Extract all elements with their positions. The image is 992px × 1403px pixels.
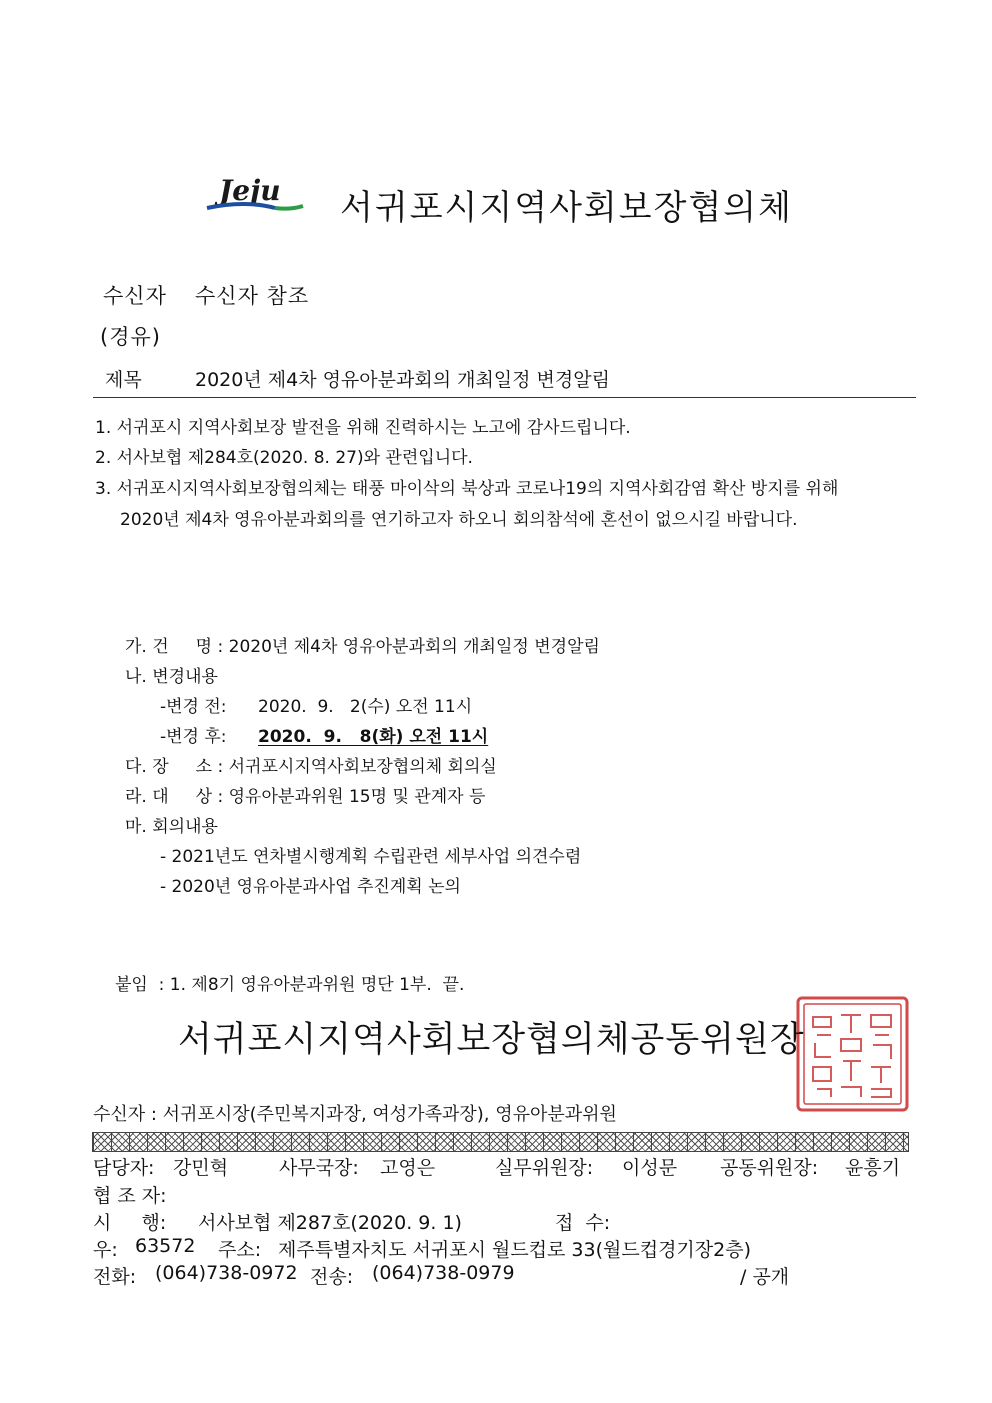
- detail-item-change: 나. 변경내용: [125, 667, 218, 687]
- staff-secretary-name: 고영은: [380, 1157, 436, 1179]
- attachment-line: 붙임 : 1. 제8기 영유아분과위원 명단 1부. 끝.: [115, 975, 465, 995]
- enforcement-label: 시 행:: [93, 1212, 167, 1234]
- enforcement-value: 서사보협 제287호(2020. 9. 1): [198, 1212, 462, 1234]
- subject-label: 제목: [105, 369, 142, 391]
- fax-label: 전송:: [310, 1266, 354, 1288]
- divider-pattern-cells: [93, 1133, 908, 1151]
- phone-value: (064)738-0972: [155, 1262, 298, 1284]
- sender-title: 서귀포시지역사회보장협의체공동위원장: [178, 1020, 805, 1060]
- paragraph-3-continued: 2020년 제4차 영유아분과회의를 연기하고자 하오니 회의참석에 혼선이 없으시길 바랍니다.: [120, 510, 798, 530]
- change-before-value: 2020. 9. 2(수) 오전 11시: [258, 697, 473, 717]
- jeju-logo: [205, 170, 305, 218]
- receipt-label: 접 수:: [555, 1212, 611, 1234]
- change-after-value: 2020. 9. 8(화) 오전 11시: [258, 727, 489, 747]
- recipient-label: 수신자: [103, 284, 167, 308]
- agenda-item-1: - 2021년도 연차별시행계획 수립관련 세부사업 의견수렴: [160, 847, 582, 867]
- change-before-label: -변경 전:: [160, 697, 227, 717]
- address-label: 주소:: [218, 1239, 262, 1261]
- staff-secretary-role: 사무국장:: [279, 1157, 359, 1179]
- phone-label: 전화:: [93, 1266, 137, 1288]
- detail-item-title: 가. 건 명 : 2020년 제4차 영유아분과회의 개최일정 변경알림: [125, 637, 600, 657]
- staff-working-chair-role: 실무위원장:: [495, 1157, 594, 1179]
- cooperator-label: 협 조 자:: [93, 1185, 167, 1207]
- logo-text: Jeju: [219, 174, 281, 207]
- staff-charge-role: 담당자:: [93, 1157, 155, 1179]
- staff-co-chair-role: 공동위원장:: [720, 1157, 819, 1179]
- subject-divider: [93, 397, 916, 398]
- detail-item-target: 라. 대 상 : 영유아분과위원 15명 및 관계자 등: [125, 787, 486, 807]
- paragraph-3: 3. 서귀포시지역사회보장협의체는 태풍 마이삭의 북상과 코로나19의 지역사회감염 확산 방지를 위해: [95, 479, 839, 499]
- paragraph-1: 1. 서귀포시 지역사회보장 발전을 위해 진력하시는 노고에 감사드립니다.: [95, 418, 631, 438]
- postal-code: 63572: [135, 1235, 196, 1257]
- address-value: 제주특별자치도 서귀포시 월드컵로 33(월드컵경기장2층): [278, 1239, 751, 1261]
- change-after-label: -변경 후:: [160, 727, 227, 747]
- postal-label: 우:: [93, 1239, 118, 1261]
- via-label: (경유): [100, 325, 161, 349]
- agenda-item-2: - 2020년 영유아분과사업 추진계획 논의: [160, 877, 461, 897]
- staff-co-chair-name: 윤흥기: [845, 1157, 901, 1179]
- detail-item-place: 다. 장 소 : 서귀포시지역사회보장협의체 회의실: [125, 757, 497, 777]
- recipient-value: 수신자 참조: [195, 284, 310, 308]
- subject-value: 2020년 제4차 영유아분과회의 개최일정 변경알림: [195, 369, 610, 391]
- disclosure-status: / 공개: [740, 1266, 790, 1288]
- detail-item-agenda: 마. 회의내용: [125, 817, 218, 837]
- paragraph-2: 2. 서사보협 제284호(2020. 8. 27)와 관련입니다.: [95, 448, 473, 468]
- staff-working-chair-name: 이성문: [622, 1157, 678, 1179]
- staff-charge-name: 강민혁: [173, 1157, 229, 1179]
- official-seal: [795, 995, 910, 1113]
- fax-value: (064)738-0979: [372, 1262, 515, 1284]
- organization-title: 서귀포시지역사회보장협의체: [340, 188, 793, 228]
- footer-recipients: 수신자 : 서귀포시장(주민복지과장, 여성가족과장), 영유아분과위원: [93, 1104, 617, 1125]
